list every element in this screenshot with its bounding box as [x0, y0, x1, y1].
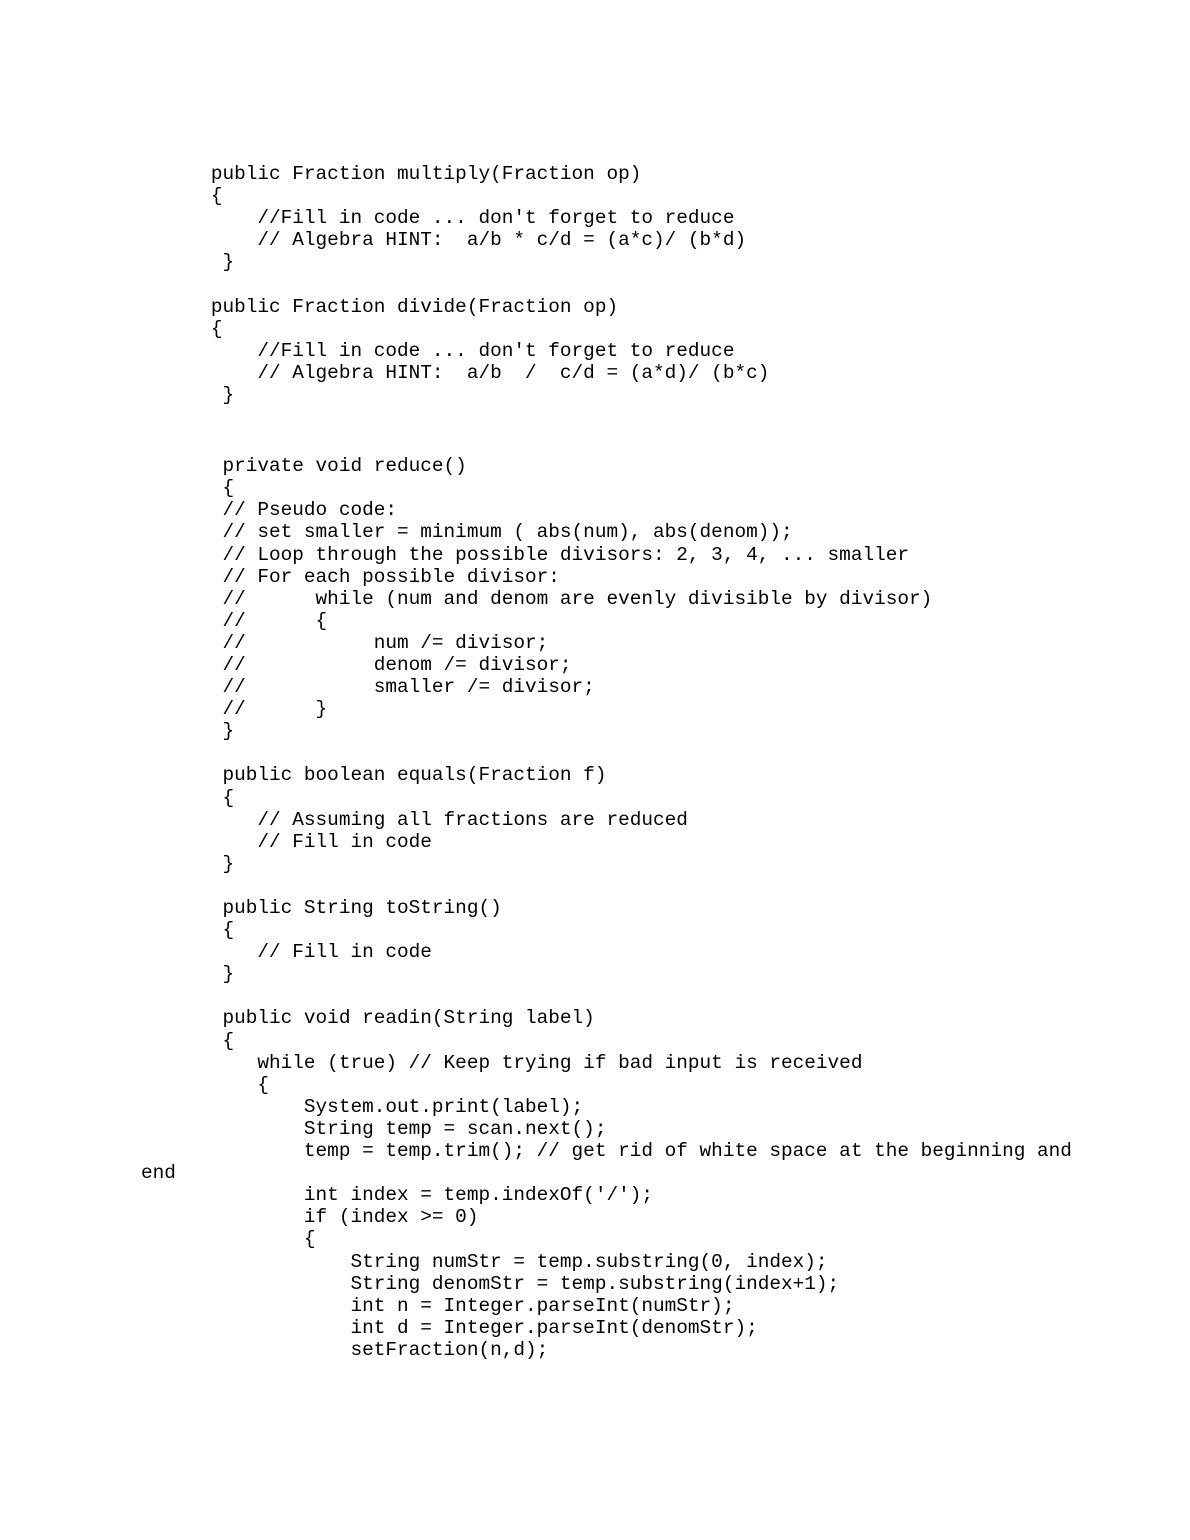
blank-line	[141, 985, 1072, 1007]
blank-line	[141, 406, 1072, 428]
code-line: public Fraction multiply(Fraction op)	[141, 163, 642, 185]
code-line: {	[141, 317, 223, 340]
code-line: }	[141, 963, 235, 986]
blank-line	[141, 273, 1072, 295]
code-line: // num /= divisor;	[141, 631, 549, 654]
code-line: {	[141, 919, 235, 942]
code-line: int n = Integer.parseInt(numStr);	[141, 1294, 735, 1317]
code-line: String denomStr = temp.substring(index+1);	[141, 1272, 840, 1295]
code-line: // Pseudo code:	[141, 499, 397, 522]
code-line: if (index >= 0)	[141, 1206, 479, 1229]
code-line: String numStr = temp.substring(0, index);	[141, 1250, 828, 1273]
code-line: // Fill in code	[141, 941, 432, 964]
code-line: setFraction(n,d);	[141, 1338, 549, 1361]
code-line: {	[141, 786, 235, 809]
code-line: // Algebra HINT: a/b / c/d = (a*d)/ (b*c)	[141, 361, 770, 384]
blank-line	[141, 428, 1072, 455]
code-line: //Fill in code ... don't forget to reduce	[141, 339, 735, 362]
code-line: while (true) // Keep trying if bad input is received	[141, 1051, 863, 1074]
code-line: public boolean equals(Fraction f)	[141, 764, 607, 787]
code-line: int index = temp.indexOf('/');	[141, 1184, 653, 1207]
code-line: }	[141, 852, 235, 875]
code-line: }	[141, 720, 235, 743]
code-line: // while (num and denom are evenly divisible by divisor)	[141, 587, 933, 610]
code-line: public Fraction divide(Fraction op)	[141, 295, 619, 318]
code-line: {	[141, 1029, 235, 1052]
code-line: // Algebra HINT: a/b * c/d = (a*c)/ (b*d)	[141, 229, 747, 252]
code-line: // set smaller = minimum ( abs(num), abs(denom));	[141, 521, 793, 544]
code-line: temp = temp.trim(); // get rid of white space at the beginning and	[141, 1140, 1072, 1163]
code-line: // Loop through the possible divisors: 2, 3, 4, ... smaller	[141, 543, 909, 566]
code-line: {	[141, 1073, 269, 1096]
code-line: int d = Integer.parseInt(denomStr);	[141, 1316, 758, 1339]
code-line: {	[141, 185, 223, 208]
code-line: public void readin(String label)	[141, 1007, 595, 1030]
code-listing	[141, 163, 1072, 1361]
blank-line	[141, 742, 1072, 764]
code-line: public String toString()	[141, 897, 502, 919]
code-line: }	[141, 383, 235, 406]
code-line: String temp = scan.next();	[141, 1117, 607, 1140]
code-line: // smaller /= divisor;	[141, 676, 595, 699]
code-line: {	[141, 1228, 316, 1251]
code-line: //Fill in code ... don't forget to reduce	[141, 207, 735, 230]
code-line: // Fill in code	[141, 830, 432, 853]
code-line: // {	[141, 609, 328, 632]
code-line: // }	[141, 698, 328, 721]
code-line: end	[141, 1162, 176, 1185]
code-line: {	[141, 477, 235, 500]
code-line: // Assuming all fractions are reduced	[141, 808, 688, 831]
code-line: private void reduce()	[141, 455, 467, 478]
code-line: System.out.print(label);	[141, 1095, 584, 1118]
code-line: // For each possible divisor:	[141, 565, 560, 588]
code-line: }	[141, 251, 235, 274]
code-line: // denom /= divisor;	[141, 653, 572, 676]
blank-line	[141, 875, 1072, 897]
